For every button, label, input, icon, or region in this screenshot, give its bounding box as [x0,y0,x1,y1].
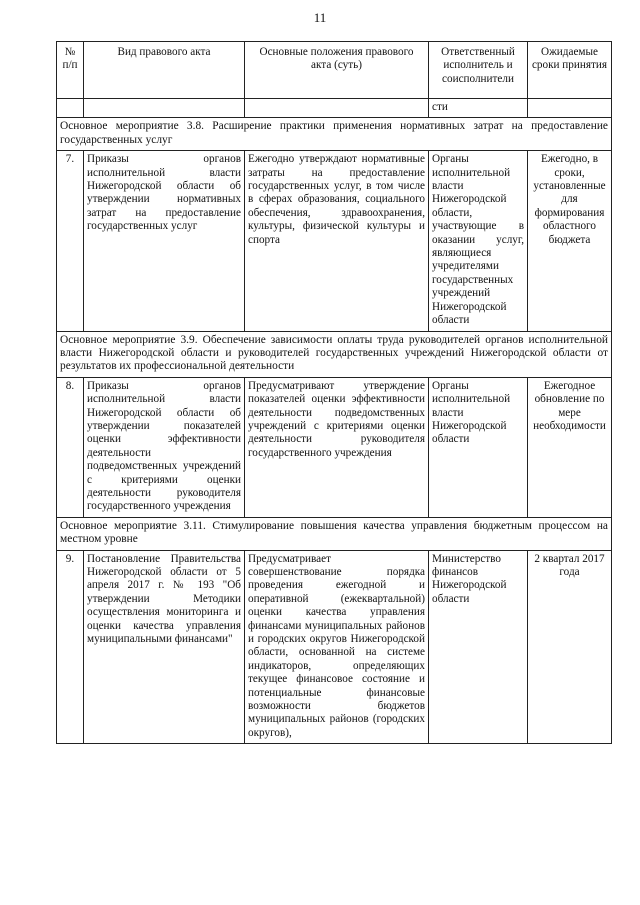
header-terms: Ожидаемые сроки принятия [528,42,612,99]
row-num: 8. [57,377,84,517]
continuation-row [57,99,612,118]
table-row [57,550,612,744]
row-act-type: Приказы органов исполнительной власти Нижегородской области об утверждении нормативных затрат на предоставление государственных услуг [84,151,245,331]
header-responsible: Ответственный исполнитель и соисполнители [429,42,528,99]
table-row [57,151,612,331]
continuation-content [245,99,429,118]
row-terms: 2 квартал 2017 года [528,550,612,744]
row-num: 7. [57,151,84,331]
row-act-content: Ежегодно утверждают нормативные затраты на предоставление государственных услуг, в том числе в сферах образования, социального обеспечения, здравоохранения, культуры, физической культуры и спорта [245,151,429,331]
section-title: Основное мероприятие 3.11. Стимулирование повышения качества управления бюджетным процессом на местном уровне [57,517,612,550]
continuation-terms [528,99,612,118]
row-responsible: Органы исполнительной власти Нижегородской области [429,377,528,517]
header-num: № п/п [57,42,84,99]
row-terms: Ежегодное обновление по мере необходимости [528,377,612,517]
section-row [57,118,612,151]
section-row [57,517,612,550]
row-act-content: Предусматривает совершенствование порядка проведения ежегодной и оперативной (ежеквартальной) оценки качества управления финансами муниципальных районов и городских округов Нижегородской области, основанной на системе индикаторов, определяющих текущее финансовое состояние и потенциальные финансовые возможности бюджетов муниципальных районов (городских округов), [245,550,429,744]
row-act-content: Предусматривают утверждение показателей оценки эффективности деятельности подведомственных учреждений с критериями оценки деятельности руководителя государственного учреждения [245,377,429,517]
continuation-num [57,99,84,118]
row-responsible: Органы исполнительной власти Нижегородской области, участвующие в оказании услуг, являющиеся учредителями государственных учреждений Нижегородской области [429,151,528,331]
header-act-content: Основные положения правового акта (суть) [245,42,429,99]
row-act-type: Приказы органов исполнительной власти Нижегородской области об утверждении показателей оценки эффективности деятельности подведомственных учреждений с критериями оценки деятельности руководителя государственного учреждения [84,377,245,517]
continuation-responsible: сти [429,99,528,118]
continuation-type [84,99,245,118]
header-act-type: Вид правового акта [84,42,245,99]
page-number: 11 [313,10,327,25]
table-header-row [57,42,612,99]
section-row [57,331,612,377]
row-act-type: Постановление Правительства Нижегородской области от 5 апреля 2017 г. № 193 "Об утверждении Методики осуществления мониторинга и оценки качества управления муниципальными финансами" [84,550,245,744]
section-title: Основное мероприятие 3.8. Расширение практики применения нормативных затрат на предоставление государственных услуг [57,118,612,151]
table-row [57,377,612,517]
row-responsible: Министерство финансов Нижегородской области [429,550,528,744]
row-terms: Ежегодно, в сроки, установленные для формирования областного бюджета [528,151,612,331]
row-num: 9. [57,550,84,744]
section-title: Основное мероприятие 3.9. Обеспечение зависимости оплаты труда руководителей органов исполнительной власти Нижегородской области и руководителей государственных учреждений Нижегородской области от результатов их профессиональной деятельности [57,331,612,377]
legal-acts-table [56,41,612,744]
